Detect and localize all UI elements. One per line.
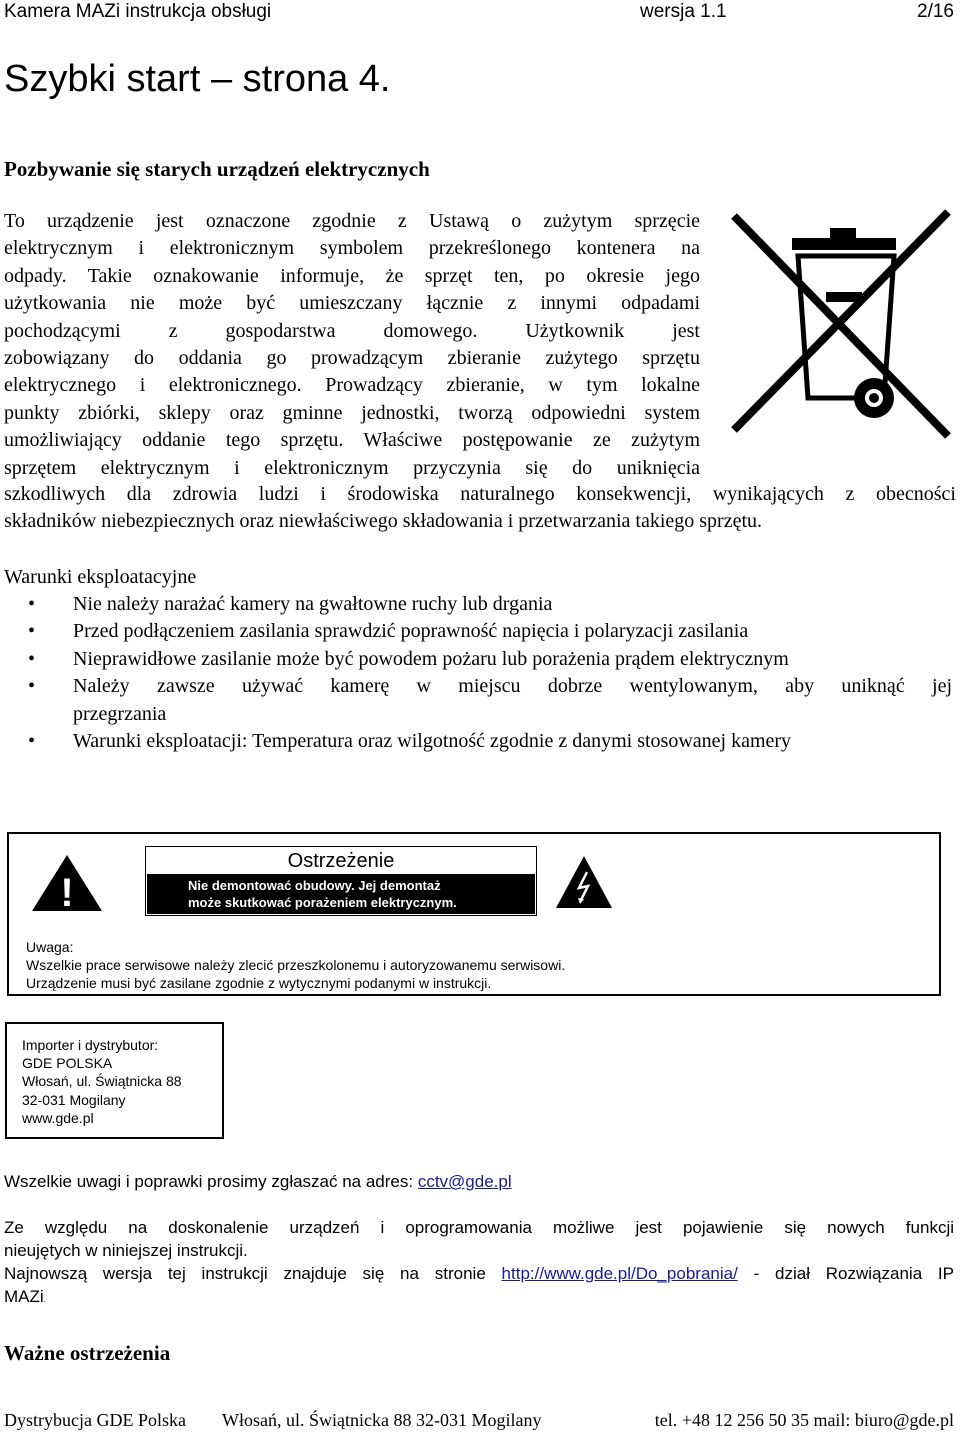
list-item: • Warunki eksploatacji: Temperatura oraz wilgotność zgodnie z danymi stosowanej kamery bbox=[28, 728, 952, 755]
importer-details bbox=[22, 1036, 182, 1127]
importer-website: www.gde.pl bbox=[22, 1109, 94, 1126]
paragraph-line: pochodzącymi z gospodarstwa domowego. Użytkownik jest bbox=[4, 319, 700, 342]
lightning-triangle-icon bbox=[554, 854, 614, 910]
operating-conditions-list bbox=[28, 591, 952, 755]
importer-company: GDE POLSKA bbox=[22, 1055, 113, 1072]
importer-street: Włosań, ul. Świątnicka 88 bbox=[22, 1073, 182, 1090]
paragraph-line: sprzętem elektrycznym i elektronicznym przyczynia się do uniknięcia bbox=[4, 456, 700, 479]
paragraph-line: elektrycznym i elektronicznym symbolem przekreślonego kontenera na bbox=[4, 237, 700, 260]
operating-conditions-title: Warunki eksploatacyjne bbox=[4, 566, 197, 588]
paragraph-line: zobowiązany do oddania go prowadzącym zbieranie zużytego sprzętu bbox=[4, 347, 700, 370]
paragraph-line: To urządzenie jest oznaczone zgodnie z Ustawą o zużytym sprzęcie bbox=[4, 210, 700, 232]
improvement-note bbox=[4, 1216, 954, 1262]
download-link[interactable]: http://www.gde.pl/Do_pobrania/ bbox=[501, 1264, 738, 1283]
service-note-line: Wszelkie prace serwisowe należy zlecić przeszkolonemu i autoryzowanemu serwisowi. bbox=[26, 957, 566, 973]
bullet-icon: • bbox=[28, 647, 36, 670]
svg-text:!: ! bbox=[60, 871, 74, 913]
paragraph-line: elektrycznego i elektronicznego. Prowadzący zbieranie, w tym lokalne bbox=[4, 374, 700, 397]
email-link[interactable]: cctv@gde.pl bbox=[417, 1172, 512, 1191]
important-warnings-heading: Ważne ostrzeżenia bbox=[4, 1341, 171, 1365]
footer-company: Dystrybucja GDE Polska bbox=[4, 1410, 186, 1430]
footer-contact: tel. +48 12 256 50 35 mail: biuro@gde.pl bbox=[654, 1410, 954, 1430]
disposal-paragraph-tail bbox=[4, 481, 956, 536]
exclamation-triangle-icon bbox=[30, 853, 104, 913]
paragraph-line: punkty zbiórki, sklepy oraz gminne jednostki, tworzą odpowiedni system bbox=[4, 401, 700, 424]
list-item: • Nie należy narażać kamery na gwałtowne ruchy lub drgania bbox=[28, 591, 952, 618]
paragraph-line: użytkowania nie może być umieszczany łącznie z innymi odpadami bbox=[4, 292, 700, 315]
remarks-note: Wszelkie uwagi i poprawki prosimy zgłaszać na adres: cctv@gde.pl bbox=[4, 1172, 512, 1191]
paragraph-line: umożliwiający oddanie tego sprzętu. Właściwe postępowanie ze zużytym bbox=[4, 429, 700, 452]
warning-line: może skutkować porażeniem elektrycznym. bbox=[188, 895, 457, 910]
page-title: Szybki start – strona 4. bbox=[4, 58, 391, 100]
disposal-paragraph bbox=[4, 208, 700, 482]
paragraph-line: szkodliwych dla zdrowia ludzi i środowiska naturalnego konsekwencji, wynikających z obecności bbox=[4, 483, 956, 505]
paragraph-line: składników niebezpiecznych oraz niewłaściwego składowania i przetwarzania takiego sprzętu. bbox=[4, 510, 763, 533]
warning-line: Nie demontować obudowy. Jej demontaż bbox=[188, 878, 441, 893]
importer-city: 32-031 Mogilany bbox=[22, 1091, 126, 1108]
list-item: • Nieprawidłowe zasilanie może być powodem pożaru lub porażenia prądem elektrycznym bbox=[28, 646, 952, 673]
note-line: nieujętych w niniejszej instrukcji. bbox=[4, 1241, 248, 1260]
service-note-line: Urządzenie musi być zasilane zgodnie z wytycznymi podanymi w instrukcji. bbox=[26, 975, 492, 991]
bullet-icon: • bbox=[28, 675, 36, 698]
footer-address: Włosań, ul. Świątnicka 88 32-031 Mogilany bbox=[222, 1410, 542, 1430]
bullet-icon: • bbox=[28, 730, 36, 753]
header-version: wersja 1.1 bbox=[640, 1, 727, 22]
list-item: • Przed podłączeniem zasilania sprawdzić poprawność napięcia i polaryzacji zasilania bbox=[28, 618, 952, 645]
crossed-out-wheelie-bin-icon bbox=[726, 198, 958, 444]
note-line: Ze względu na doskonalenie urządzeń i oprogramowania możliwe jest pojawienie się nowych funkcji bbox=[4, 1218, 954, 1237]
list-item: • Należy zawsze używać kamerę w miejscu dobrze wentylowanym, aby uniknąć jej przegrzania bbox=[28, 675, 952, 725]
importer-label: Importer i dystrybutor: bbox=[22, 1037, 159, 1053]
service-note bbox=[26, 938, 565, 992]
warning-title: Ostrzeżenie bbox=[287, 850, 395, 872]
header-doc-title: Kamera MAZi instrukcja obsługi bbox=[4, 1, 272, 22]
bullet-icon: • bbox=[28, 620, 36, 643]
bullet-icon: • bbox=[28, 593, 36, 615]
latest-manual-note: Najnowszą wersja tej instrukcji znajduje się na stronie http://www.gde.pl/Do_pobrania/ - dział Rozwiązania IP MAZi. bbox=[4, 1264, 954, 1306]
header-page-number: 2/16 bbox=[917, 1, 954, 22]
service-note-label: Uwaga: bbox=[26, 939, 74, 955]
disposal-heading: Pozbywanie się starych urządzeń elektrycznych bbox=[4, 157, 430, 181]
paragraph-line: odpady. Takie oznakowanie informuje, że sprzęt ten, po okresie jego bbox=[4, 264, 700, 287]
warning-message bbox=[147, 874, 535, 914]
